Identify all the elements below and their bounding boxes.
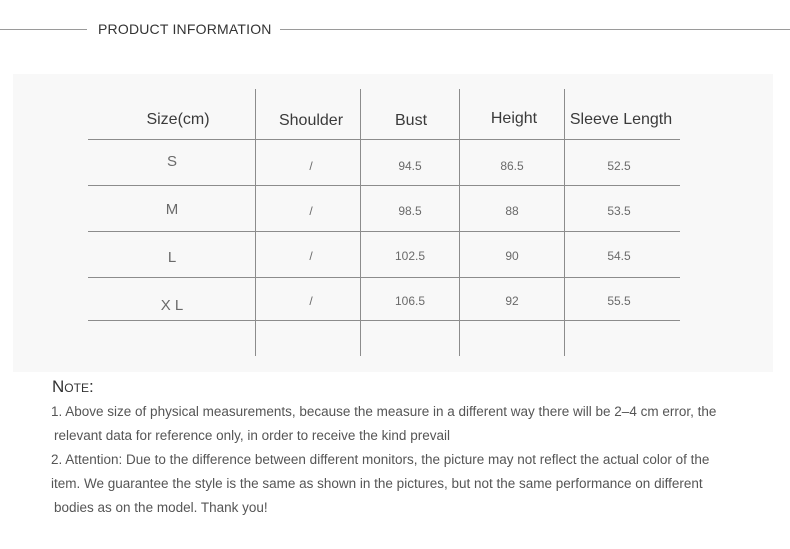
bust-cell: 98.5 (398, 204, 422, 218)
column-header-size: Size(cm) (146, 111, 210, 128)
height-cell: 90 (505, 249, 519, 263)
column-header-sleeve-length: Sleeve Length (569, 111, 673, 128)
height-cell: 92 (505, 294, 519, 308)
size-cell: L (167, 249, 177, 266)
note-line: relevant data for reference only, in order to receive the kind prevail (54, 428, 450, 443)
sleeve-length-cell: 52.5 (607, 159, 631, 173)
note-line: 2. Attention: Due to the difference between different monitors, the picture may not reflect the actual color of the (51, 452, 710, 467)
note-line: 1. Above size of physical measurements, because the measure in a different way there will be 2–4 cm error, the (51, 404, 717, 419)
row-divider (88, 185, 680, 186)
shoulder-cell: / (309, 204, 313, 218)
size-cell: M (165, 201, 179, 218)
size-cell: X L (160, 297, 184, 314)
section-title: PRODUCT INFORMATION (98, 21, 272, 37)
size-cell: S (166, 153, 178, 170)
sleeve-length-cell: 55.5 (607, 294, 631, 308)
height-cell: 86.5 (500, 159, 524, 173)
column-header-shoulder: Shoulder (278, 112, 344, 129)
note-line: item. We guarantee the style is the same as shown in the pictures, but not the same performance on different (51, 476, 703, 491)
column-divider (459, 89, 460, 356)
shoulder-cell: / (309, 294, 313, 308)
note-line: bodies as on the model. Thank you! (54, 500, 268, 515)
column-divider (255, 89, 256, 356)
bust-cell: 102.5 (394, 249, 426, 263)
row-divider (88, 320, 680, 321)
shoulder-cell: / (309, 249, 313, 263)
bust-cell: 106.5 (394, 294, 426, 308)
column-divider (360, 89, 361, 356)
shoulder-cell: / (309, 159, 313, 173)
note-heading: Note: (52, 377, 94, 396)
row-divider (88, 139, 680, 140)
bust-cell: 94.5 (398, 159, 422, 173)
height-cell: 88 (505, 204, 519, 218)
column-divider (564, 89, 565, 356)
column-header-bust: Bust (394, 112, 428, 129)
sleeve-length-cell: 53.5 (607, 204, 631, 218)
column-header-height: Height (490, 110, 538, 127)
row-divider (88, 277, 680, 278)
sleeve-length-cell: 54.5 (607, 249, 631, 263)
row-divider (88, 231, 680, 232)
